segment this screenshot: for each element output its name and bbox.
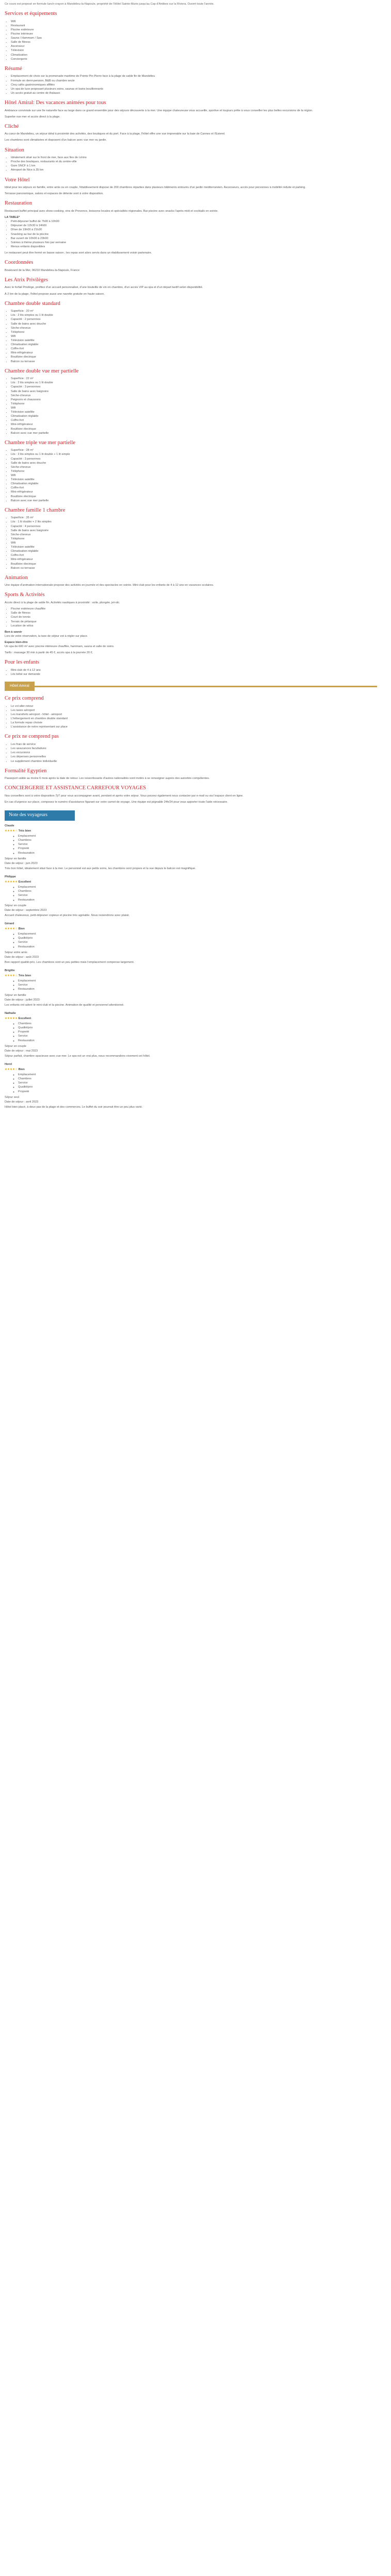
star-icons: ★★★★☆ [5,974,18,978]
list-item: • Climatisation réglable [11,549,377,553]
list-item: • Balcon avec vue mer partielle [11,431,377,435]
review-meta: Séjour en famille [5,857,26,860]
list-item: • Télévision satellite [11,338,377,343]
review-comment: Très bon hôtel, idéalement situé face à la mer. Le personnel est aux petits soins, les chambres sont propres et la vue depuis le balcon est magnifique. [5,867,196,870]
table-label: LA TABLE* [5,216,20,219]
criteria-item: ◦ Propreté [18,1030,377,1034]
criteria-item: ◦ Chambres [18,838,377,842]
list-item: • Gare SNCF à 1 km [11,164,377,168]
list-item: • Bouilloire électrique [11,495,377,499]
review-meta: Date de séjour : avril 2023 [5,1100,39,1104]
hotel-tab[interactable]: Hôtel Amiral [5,682,35,691]
list-item: • Capacité : 3 personnes [11,457,377,461]
table-list [5,219,377,249]
criteria-item: ◦ Qualité/prix [18,1026,377,1030]
list-item: • Les dépenses personnelles [11,755,377,759]
section-list [5,20,377,61]
criteria-item: ◦ Emplacement [18,979,377,983]
list-item: • Wifi [11,20,377,24]
list-item: • Téléphone [11,537,377,541]
section-title: Sports & Activités [5,592,45,598]
list-item: • Superficie : 20 m² [11,309,377,313]
list-item: • Coffre-fort [11,553,377,557]
list-item: • Lits : 2 lits simples ou 1 lit double [11,381,377,385]
criteria-item: ◦ Restauration [18,1039,377,1043]
criteria-item: ◦ Chambres [18,889,377,893]
criteria-list [5,979,377,991]
section-list [5,377,377,435]
list-item: • Mini-réfrigérateur [11,490,377,494]
review-comment: Les enfants ont adoré le mini-club et la piscine. Animation de qualité et personnel attentionné. [5,1003,124,1007]
list-item: • Lits : 2 lits simples ou 1 lit double [11,313,377,317]
list-item: • Télévision satellite [11,545,377,549]
list-item: • Lits bébé sur demande [11,672,377,676]
rating-label: Bien [18,927,25,931]
review-meta: Séjour en couple [5,1044,26,1048]
list-item: • Sèche-cheveux [11,326,377,330]
star-icons: ★★★★★ [5,1016,18,1020]
review-comment: Accueil chaleureux, petit-déjeuner copieux et piscine très agréable. Nous reviendrons avec plaisir. [5,913,130,917]
review-comment: Bon rapport qualité-prix. Les chambres sont un peu petites mais l'emplacement compense largement. [5,960,135,964]
list-item: • Climatisation [11,53,377,57]
list-item: • Les assurances facultatives [11,747,377,751]
list-item: • Sèche-cheveux [11,394,377,398]
list-item: • Coffre-fort [11,418,377,422]
section-paragraph: Une équipe d'animation internationale propose des activités en journée et des spectacles en soirée. Mini-club pour les enfants de 4 à 12 ans en vacances scolaires. [5,584,214,587]
list-item: • Bar ouvert de 10h00 à 23h00 [11,236,377,241]
reviewer-name: Claude [5,824,14,827]
list-item: • Bouilloire électrique [11,355,377,359]
list-item: • Piscine intérieure [11,32,377,36]
section-paragraph: Nos conseillers sont à votre disposition 7j/7 pour vous accompagner avant, pendant et après votre séjour. Vous pouvez également nous contacter par e-mail ou via l'espace client en ligne. [5,794,243,798]
section-list [5,607,377,628]
criteria-item: ◦ Qualité/prix [18,1085,377,1089]
review-rating [5,1016,377,1021]
list-item: • Sèche-cheveux [11,533,377,537]
hotel-tab-bar [5,682,377,691]
criteria-item: ◦ Restauration [18,987,377,991]
divider [35,686,377,687]
review-card [5,875,377,918]
criteria-item: ◦ Service [18,893,377,897]
list-item: • Restaurant [11,24,377,28]
criteria-list [5,834,377,855]
list-item: • Coffre-fort [11,486,377,490]
review-rating [5,1067,377,1072]
section-paragraph: Au cœur de Mandelieu, un séjour idéal à proximité des activités, des boutiques et du port. Face à la plage, l'hôtel offre une vue imprenable sur la baie de Cannes et l'Esterel. [5,132,225,136]
list-item: • Bouilloire électrique [11,562,377,566]
criteria-item: ◦ Qualité/prix [18,936,377,940]
list-item: • Conciergerie [11,57,377,61]
list-item: • Sauna / Hammam / Spa [11,36,377,40]
section-list [5,516,377,570]
section-list [5,309,377,363]
review-meta: Date de séjour : septembre 2023 [5,908,47,912]
section-title: Chambre triple vue mer partielle [5,439,76,446]
list-item: • Les transferts aéroport - hôtel - aéroport [11,713,377,717]
list-item: • Wifi [11,406,377,410]
list-item: • Balcon ou terrasse [11,566,377,570]
espace-paragraph: Tarifs : massage 30 min à partir de 45 €, accès spa à la journée 20 €. [5,651,93,655]
list-item: • Lits : 1 lit double + 2 lits simples [11,520,377,524]
criteria-item: ◦ Service [18,1034,377,1038]
list-item: • Piscine extérieure chauffée [11,607,377,611]
list-item: • Télévision [11,48,377,53]
section-title: Chambre famille 1 chambre [5,507,66,513]
criteria-item: ◦ Restauration [18,851,377,855]
section-title: Ce prix comprend [5,696,44,702]
star-icons: ★★★★☆ [5,927,18,931]
list-item: • Capacité : 4 personnes [11,524,377,529]
section-paragraph: Les chambres sont climatisées et disposent d'un balcon avec vue mer ou jardin. [5,139,107,142]
espace-label: Espace bien-être [5,640,28,644]
list-item: • Climatisation réglable [11,414,377,418]
criteria-item: ◦ Emplacement [18,885,377,889]
review-meta: Date de séjour : juin 2023 [5,861,38,865]
list-item: • Bouilloire électrique [11,427,377,431]
section-title: Hôtel Amiral: Des vacances animées pour tous [5,99,106,106]
section-list [5,668,377,676]
list-item: • Téléphone [11,402,377,406]
reviews-header: Note des voyageurs [5,810,75,821]
list-item: • Court de tennis [11,615,377,619]
section-title: Votre Hôtel [5,177,30,183]
list-item: • L'assistance de notre représentant sur place [11,725,377,729]
list-item: • Déjeuner de 12h30 à 14h00 [11,224,377,228]
criteria-item: ◦ Restauration [18,945,377,949]
review-meta: Date de séjour : août 2023 [5,955,39,959]
list-item: • Mini-club de 4 à 12 ans [11,668,377,672]
section-paragraph: À 2 km de la plage, l'hôtel propose aussi une navette gratuite en haute saison. [5,292,105,296]
section-paragraph: Restaurant buffet principal avec show-cooking, vins de Provence, boissons locales et spécialités régionales. Bar piscine avec snacks l'après-midi et cocktails en soirée. [5,210,219,213]
list-item: • Snacking au bar de la piscine [11,232,377,236]
section-title: Résumé [5,65,22,72]
list-item: • Les frais de service [11,742,377,747]
section-title: Coordonnées [5,260,34,266]
list-item: • Salle de bains avec baignoire [11,529,377,533]
review-comment: Hôtel bien placé, à deux pas de la plage et des commerces. Le buffet du soir pourrait être un peu plus varié. [5,1105,143,1109]
list-item: • Terrain de pétanque [11,620,377,624]
review-card [5,1062,377,1109]
section-title: Les Atrix Privilèges [5,277,48,283]
review-comment: Séjour parfait, chambre spacieuse avec vue mer. Le spa est un vrai plus, nous recommandons vivement cet hôtel. [5,1054,151,1058]
review-card [5,1011,377,1058]
star-icons: ★★★★☆ [5,829,18,833]
section-list [5,448,377,502]
list-item: • Télévision satellite [11,478,377,482]
criteria-item: ◦ Emplacement [18,834,377,838]
content [5,11,377,1109]
section-title: Animation [5,574,28,581]
review-rating [5,974,377,978]
section-paragraph: Terrasse panoramique, salons et espaces de détente sont à votre disposition. [5,192,104,196]
section-list [5,156,377,172]
list-item: • Peignoirs et chaussons [11,398,377,402]
section-list [5,704,377,730]
list-item: • Wifi [11,541,377,545]
section-title: Formalité Egyptien [5,768,47,774]
list-item: • Ascenseur [11,44,377,48]
list-item: • Proche des boutiques, restaurants et du centre-ville [11,160,377,164]
list-item: • Dîner de 19h00 à 21h30 [11,228,377,232]
list-item: • Menus enfants disponibles [11,245,377,249]
section-paragraph: Ambiance conviviale sur une île naturelle face au large dans ce grand ensemble pour des séjours découverte à la mer. Une équipe chaleureuse vous accueille, sportive et toujours prête à vous conseiller les plus belles excursions de la région. [5,109,313,112]
criteria-item: ◦ Service [18,940,377,944]
address-text: Boulevard de la Mer, 06210 Mandelieu-la-Napoule, France [5,268,80,272]
criteria-item: ◦ Service [18,983,377,987]
reviewer-name: Gérard [5,922,14,925]
notes-label: Bon à savoir [5,630,22,634]
section-paragraph: Passeport valide au moins 6 mois après la date de retour. Les ressortissants d'autres nationalités sont invités à se renseigner auprès des autorités compétentes. [5,777,210,781]
page [0,0,382,1118]
list-item: • Salle de bains avec baignoire [11,389,377,394]
list-item: • Petit-déjeuner buffet de 7h00 à 10h00 [11,219,377,224]
criteria-item: ◦ Service [18,1081,377,1085]
intro-text: Ce cours est proposé en formule lunch-crayon à Mandelieu-la-Napoule, propriété de l'Hôtel Sainte-Marie jusqu'au Cap d'Antibes sur la Riviera. Ouvert toute l'année. [5,3,215,6]
reviewer-name: Brigitte [5,969,15,972]
list-item: • Superficie : 22 m² [11,377,377,381]
review-rating [5,927,377,931]
list-item: • Téléphone [11,330,377,334]
list-item: • Cinq cafés gastronomiques affiliés [11,83,377,87]
review-meta: Séjour en famille [5,993,26,997]
criteria-item: ◦ Propreté [18,1090,377,1094]
list-item: • Climatisation réglable [11,343,377,347]
list-item: • Salle de fitness [11,611,377,615]
list-item: • Wifi [11,334,377,338]
notes-intro: Lors de votre réservation, la taxe de séjour est à régler sur place. [5,634,88,638]
rating-label: Excellent [18,880,31,884]
list-item: • Un accès gratuit au centre de thalasso [11,91,377,95]
list-item: • L'hébergement en chambre double standard [11,717,377,721]
star-icons: ★★★★☆ [5,1068,18,1072]
reviewer-name: Henri [5,1062,12,1066]
espace-paragraph: Un spa de 600 m² avec piscine intérieure chauffée, hammam, sauna et salle de soins. [5,645,115,649]
section-paragraph: Idéal pour les séjours en famille, entre amis ou en couple, l'établissement dispose de 200 chambres réparties dans plusieurs bâtiments entourés d'un jardin méditerranéen. Ascenseurs, accès pour personnes à mobilité réduite et parking. [5,186,306,190]
review-meta: Séjour en couple [5,904,26,907]
list-item: • Emplacement de choix sur la promenade maritime de Pointe Pin-Pierre face à la plage de sable fin de Mandelieu [11,74,377,78]
section-title: Ce prix ne comprend pas [5,734,59,740]
criteria-item: ◦ Propreté [18,846,377,851]
section-paragraph: Avec le forfait Privilège, profitez d'un accueil personnalisé, d'une bouteille de vin en chambre, d'un accès VIP au spa et d'un départ tardif selon disponibilité. [5,286,203,290]
list-item: • Soirées à thème plusieurs fois par semaine [11,241,377,245]
criteria-list [5,932,377,948]
review-meta: Séjour seul [5,1095,19,1099]
list-item: • Superficie : 35 m² [11,516,377,520]
review-card [5,824,377,871]
review-meta: Séjour entre amis [5,951,27,954]
list-item: • Mini-réfrigérateur [11,422,377,427]
list-item: • Location de vélos [11,624,377,628]
list-item: • La formule repas choisie [11,721,377,725]
list-item: • Balcon avec vue mer partielle [11,499,377,503]
list-item: • Lits : 3 lits simples ou 1 lit double + 1 lit simple [11,452,377,456]
list-item: • Balcon ou terrasse [11,360,377,364]
rating-label: Très bien [18,974,31,978]
section-title: Pour les enfants [5,659,40,666]
section-title: Chambre double standard [5,300,60,307]
list-item: • Piscine extérieure [11,28,377,32]
table-note: Le restaurant peut être fermé en basse saison ; les repas sont alors servis dans un établissement voisin partenaire. [5,251,152,255]
list-item: • Sèche-cheveux [11,465,377,469]
criteria-item: ◦ Chambres [18,1077,377,1081]
list-item: • Climatisation réglable [11,482,377,486]
list-item: • Formule en demi-pension, B&B ou chambre seule [11,79,377,83]
list-item: • Le vol aller-retour [11,704,377,708]
section-title: Situation [5,147,24,153]
list-item: • Les excursions [11,751,377,755]
criteria-item: ◦ Emplacement [18,932,377,936]
list-item: • Superficie : 28 m² [11,448,377,452]
section-title: Cliché [5,123,19,129]
rating-label: Excellent [18,1016,31,1020]
list-item: • Coffre-fort [11,347,377,351]
criteria-item: ◦ Restauration [18,898,377,902]
section-title: Chambre double vue mer partielle [5,368,79,374]
section-paragraph: Accès direct à la plage de sable fin. Activités nautiques à proximité : voile, plongée, jet-ski. [5,601,120,605]
reviewer-name: Philippe [5,875,16,878]
review-meta: Date de séjour : mai 2023 [5,1049,38,1053]
list-item: • Salle de bains avec douche [11,461,377,465]
list-item: • Capacité : 3 personnes [11,385,377,389]
list-item: • Idéalement situé sur le front de mer, face aux îles de Lérins [11,156,377,160]
review-card [5,969,377,1007]
list-item: • Téléphone [11,469,377,473]
list-item: • Salle de bains avec douche [11,322,377,326]
list-item: • Aéroport de Nice à 35 km [11,168,377,172]
list-item: • Les taxes aéroport [11,708,377,713]
review-meta: Date de séjour : juillet 2023 [5,998,40,1002]
list-item: • Le supplément chambre individuelle [11,759,377,764]
section-list [5,742,377,764]
section-paragraph: En cas d'urgence sur place, composez le numéro d'assistance figurant sur votre carnet de voyage. Une équipe est joignable 24h/24 pour vous apporter toute l'aide nécessaire. [5,801,228,804]
list-item: • Mini-réfrigérateur [11,351,377,355]
section-title: Restauration [5,200,32,207]
section-list [5,74,377,95]
list-item: • Un spa de luxe proposant plusieurs soins, saunas et bains bouillonnants [11,87,377,91]
criteria-list [5,885,377,902]
list-item: • Mini-réfrigérateur [11,557,377,562]
star-icons: ★★★★★ [5,880,18,884]
criteria-item: ◦ Chambres [18,1022,377,1026]
list-item: • Télévision satellite [11,410,377,414]
section-paragraph: Superbe vue mer et accès direct à la plage. [5,115,60,118]
rating-label: Bien [18,1068,25,1072]
criteria-item: ◦ Service [18,842,377,846]
rating-label: Très bien [18,829,31,833]
review-card [5,922,377,964]
section-title: CONCIERGERIE ET ASSISTANCE CARREFOUR VOYAGES [5,785,146,791]
review-rating [5,880,377,884]
criteria-list [5,1073,377,1094]
list-item: • Capacité : 2 personnes [11,317,377,321]
section-title: Services et équipements [5,11,57,17]
list-item: • Salle de fitness [11,40,377,44]
review-rating [5,829,377,833]
criteria-list [5,1022,377,1043]
list-item: • Wifi [11,473,377,478]
reviewer-name: Nathalie [5,1011,16,1015]
criteria-item: ◦ Emplacement [18,1073,377,1077]
